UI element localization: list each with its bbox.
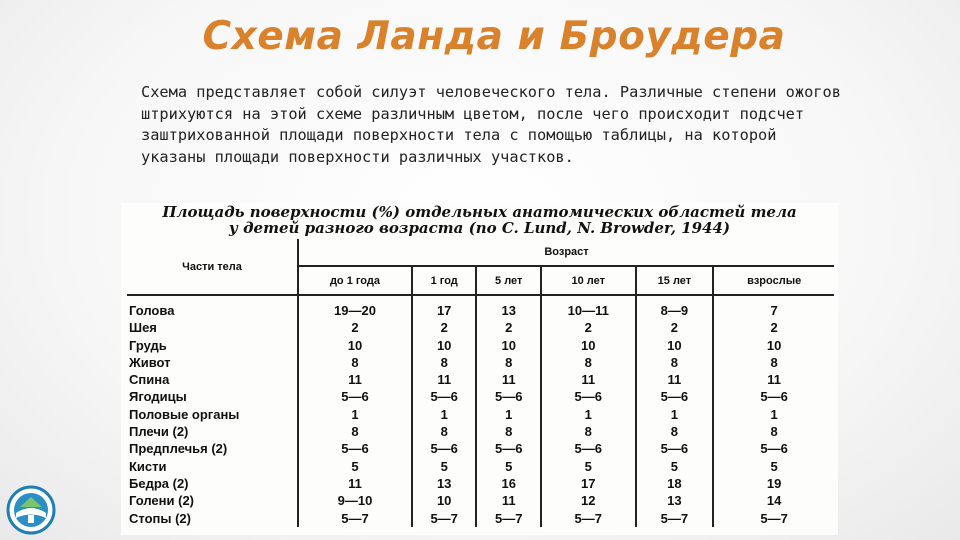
area-value-cell: 5—6 bbox=[476, 440, 541, 457]
area-value-cell: 18 bbox=[636, 475, 714, 492]
body-part-label: Ягодицы bbox=[129, 389, 187, 405]
table-caption-line-1: Площадь поверхности (%) отдельных анатомических областей тела bbox=[162, 203, 797, 221]
table-row bbox=[127, 440, 834, 457]
area-value-cell: 5—6 bbox=[412, 388, 477, 405]
area-value-cell: 11 bbox=[636, 371, 714, 388]
area-value-cell: 5 bbox=[412, 458, 477, 475]
area-value-cell: 5—6 bbox=[476, 388, 541, 405]
area-value-cell: 10 bbox=[412, 492, 477, 509]
description-text: Схема представляет собой силуэт человеческого тела. Различные степени ожогов штрихуются на этой схеме различным цветом, после чего происходит подсчет заштрихованной площади поверхности тела с помощью таблицы, на которой указаны площади поверхности различных участков. bbox=[141, 83, 841, 166]
body-area-table bbox=[127, 239, 834, 527]
table-body bbox=[127, 295, 834, 527]
area-value-cell: 5—6 bbox=[412, 440, 477, 457]
age-column-header: 10 лет bbox=[541, 266, 636, 295]
body-part-label: Предплечья (2) bbox=[129, 441, 228, 457]
area-value-cell: 19 bbox=[713, 475, 834, 492]
area-value-cell: 5—7 bbox=[476, 510, 541, 527]
area-value-cell: 10 bbox=[541, 337, 636, 354]
area-value-cell: 5—6 bbox=[713, 440, 834, 457]
area-value-cell: 8 bbox=[636, 354, 714, 371]
area-value-cell: 2 bbox=[412, 319, 477, 336]
table-row bbox=[127, 510, 834, 527]
area-value-cell: 2 bbox=[476, 319, 541, 336]
area-value-cell: 11 bbox=[412, 371, 477, 388]
area-value-cell: 1 bbox=[298, 406, 412, 423]
body-part-label: Голова bbox=[129, 303, 175, 318]
area-value-cell: 2 bbox=[636, 319, 714, 336]
area-value-cell: 8 bbox=[713, 423, 834, 440]
area-value-cell: 5 bbox=[636, 458, 714, 475]
area-value-cell: 10 bbox=[412, 337, 477, 354]
area-value-cell: 2 bbox=[298, 319, 412, 336]
area-value-cell: 11 bbox=[476, 492, 541, 509]
body-part-label: Плечи (2) bbox=[129, 424, 189, 440]
area-value-cell: 8—9 bbox=[636, 295, 714, 319]
area-value-cell: 8 bbox=[476, 354, 541, 371]
area-value-cell: 1 bbox=[476, 406, 541, 423]
area-value-cell: 5—6 bbox=[298, 388, 412, 405]
area-value-cell: 8 bbox=[298, 354, 412, 371]
slide-title: Схема Ланда и Броудера bbox=[202, 14, 786, 59]
table-row bbox=[127, 319, 834, 336]
body-part-label: Кисти bbox=[129, 458, 167, 474]
area-value-cell: 13 bbox=[636, 492, 714, 509]
table-row bbox=[127, 475, 834, 492]
age-column-header: 1 год bbox=[412, 266, 477, 295]
area-value-cell: 8 bbox=[541, 354, 636, 371]
area-value-cell: 5—6 bbox=[636, 388, 714, 405]
parts-header: Части тела bbox=[127, 239, 298, 295]
area-value-cell: 10 bbox=[298, 337, 412, 354]
area-value-cell: 11 bbox=[298, 371, 412, 388]
area-value-cell: 1 bbox=[713, 406, 834, 423]
area-value-cell: 12 bbox=[541, 492, 636, 509]
area-value-cell: 10—11 bbox=[541, 295, 636, 319]
area-value-cell: 5—6 bbox=[298, 440, 412, 457]
area-value-cell: 10 bbox=[636, 337, 714, 354]
age-column-header: до 1 года bbox=[298, 266, 412, 295]
area-value-cell: 8 bbox=[636, 423, 714, 440]
area-value-cell: 8 bbox=[412, 354, 477, 371]
area-value-cell: 5—7 bbox=[636, 510, 714, 527]
table-row bbox=[127, 388, 834, 405]
area-value-cell: 5—6 bbox=[541, 440, 636, 457]
table-row bbox=[127, 406, 834, 423]
table-caption-line-2: у детей разного возраста (по C. Lund, N. Browder, 1944) bbox=[228, 219, 731, 237]
table-row bbox=[127, 371, 834, 388]
area-value-cell: 11 bbox=[713, 371, 834, 388]
area-value-cell: 8 bbox=[412, 423, 477, 440]
area-value-cell: 5—7 bbox=[298, 510, 412, 527]
area-value-cell: 5—6 bbox=[713, 388, 834, 405]
body-part-label: Грудь bbox=[129, 337, 167, 353]
area-value-cell: 5—7 bbox=[541, 510, 636, 527]
area-value-cell: 2 bbox=[713, 319, 834, 336]
area-value-cell: 17 bbox=[412, 295, 477, 319]
table-row bbox=[127, 423, 834, 440]
area-value-cell: 1 bbox=[412, 406, 477, 423]
area-value-cell: 5 bbox=[713, 458, 834, 475]
area-value-cell: 11 bbox=[541, 371, 636, 388]
area-value-cell: 8 bbox=[541, 423, 636, 440]
area-value-cell: 5—7 bbox=[713, 510, 834, 527]
body-part-label: Спина bbox=[129, 372, 170, 388]
body-part-label: Живот bbox=[129, 354, 171, 370]
area-value-cell: 17 bbox=[541, 475, 636, 492]
area-value-cell: 10 bbox=[713, 337, 834, 354]
area-value-cell: 5—6 bbox=[636, 440, 714, 457]
area-value-cell: 11 bbox=[476, 371, 541, 388]
body-part-label: Половые органы bbox=[129, 406, 240, 422]
area-value-cell: 13 bbox=[412, 475, 477, 492]
area-value-cell: 9—10 bbox=[298, 492, 412, 509]
area-value-cell: 8 bbox=[713, 354, 834, 371]
age-column-header: взрослые bbox=[713, 266, 834, 295]
area-value-cell: 2 bbox=[541, 319, 636, 336]
area-value-cell: 19—20 bbox=[298, 295, 412, 319]
body-part-label: Стопы (2) bbox=[129, 510, 191, 526]
area-value-cell: 16 bbox=[476, 475, 541, 492]
area-value-cell: 5—6 bbox=[541, 388, 636, 405]
area-value-cell: 8 bbox=[476, 423, 541, 440]
age-column-header: 5 лет bbox=[476, 266, 541, 295]
area-value-cell: 5 bbox=[476, 458, 541, 475]
area-value-cell: 5—7 bbox=[412, 510, 477, 527]
age-column-header: 15 лет bbox=[636, 266, 714, 295]
table-row bbox=[127, 354, 834, 371]
table-row bbox=[127, 492, 834, 509]
table-row bbox=[127, 295, 834, 319]
age-header: Возраст bbox=[298, 239, 834, 266]
body-part-label: Голени (2) bbox=[129, 493, 194, 509]
area-value-cell: 5 bbox=[298, 458, 412, 475]
table-row bbox=[127, 337, 834, 354]
area-value-cell: 7 bbox=[713, 295, 834, 319]
institution-seal-icon bbox=[6, 485, 56, 535]
area-value-cell: 11 bbox=[298, 475, 412, 492]
body-part-label: Шея bbox=[129, 320, 157, 336]
area-value-cell: 10 bbox=[476, 337, 541, 354]
area-value-cell: 1 bbox=[541, 406, 636, 423]
area-value-cell: 13 bbox=[476, 295, 541, 319]
area-value-cell: 1 bbox=[636, 406, 714, 423]
body-part-label: Бедра (2) bbox=[129, 475, 189, 491]
area-value-cell: 14 bbox=[713, 492, 834, 509]
area-value-cell: 8 bbox=[298, 423, 412, 440]
scanned-table-image bbox=[121, 203, 838, 535]
area-value-cell: 5 bbox=[541, 458, 636, 475]
table-row bbox=[127, 458, 834, 475]
